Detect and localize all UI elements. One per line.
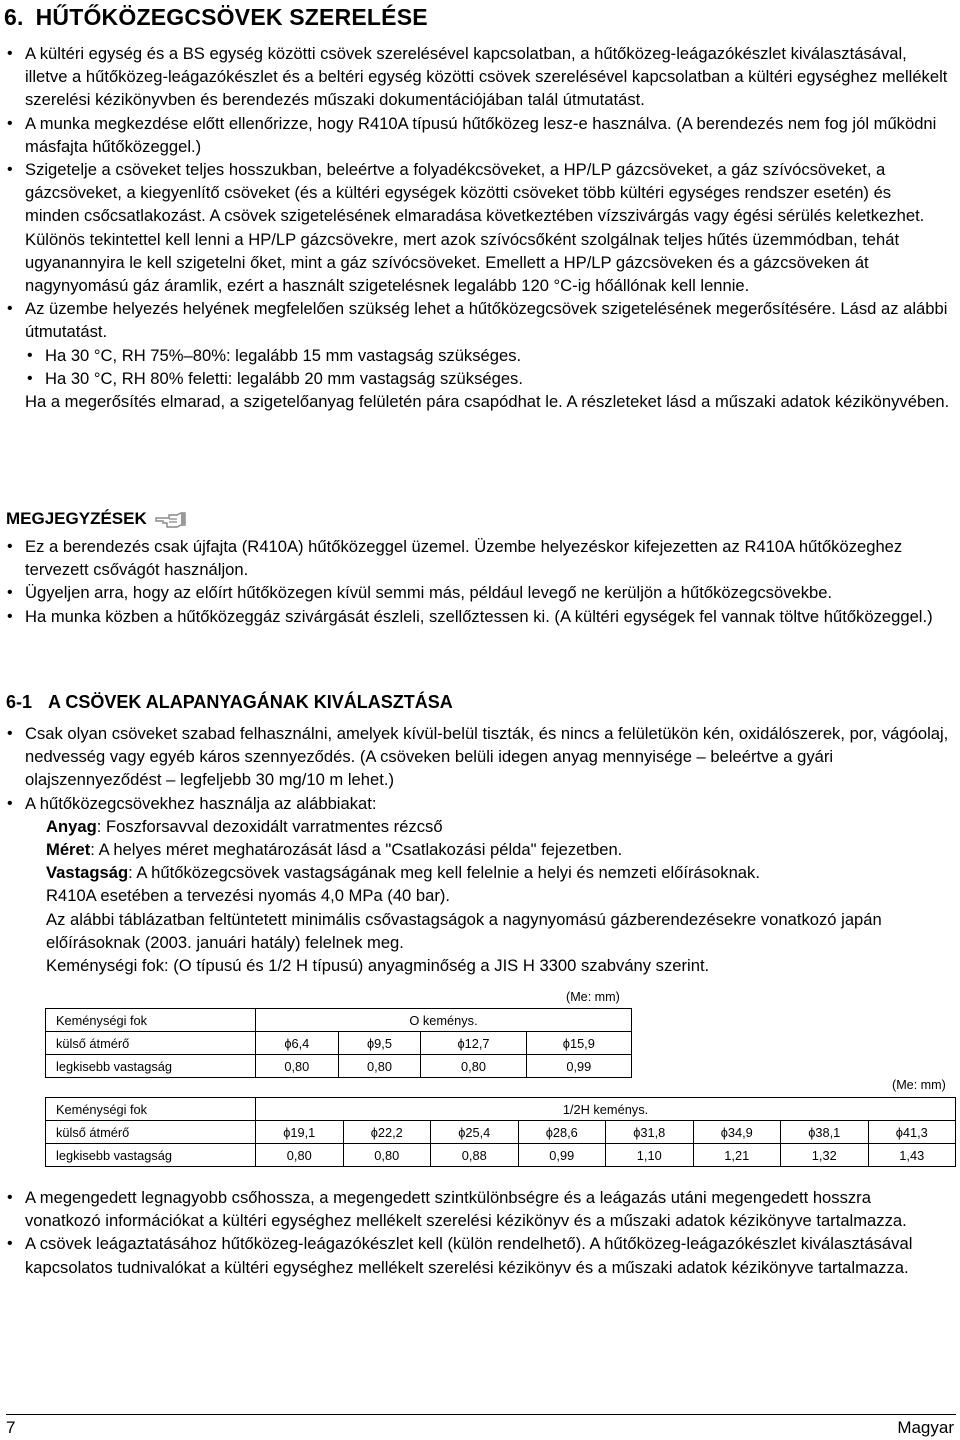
paragraph: Az alábbi táblázatban feltüntetett minimális csővastagságok a nagynyomású gázberendezésekre vonatkozó japán előírásoknak (2003. januári hatály) felelnek meg.	[46, 909, 882, 952]
table-cell: 0,99	[526, 1055, 631, 1078]
section-6-body	[6, 42, 950, 413]
footer-language: Magyar	[897, 1418, 954, 1437]
paragraph: Keménységi fok: (O típusú és 1/2 H típusú) anyagminőség a JIS H 3300 szabvány szerint.	[46, 956, 710, 976]
table-cell: 0,80	[343, 1144, 431, 1167]
thickness-text: : A hűtőközegcsövek vastagságának meg kell felelnie a helyi és nemzeti előírásoknak.	[128, 863, 760, 883]
table-cell: legkisebb vastagság	[46, 1055, 256, 1078]
paragraph: Ha a megerősítés elmarad, a szigetelőanyag felületén pára csapódhat le. A részleteket lásd a műszaki adatok kézikönyvében.	[25, 392, 950, 412]
section-6-heading	[4, 4, 428, 31]
table-cell: ϕ34,9	[693, 1121, 781, 1144]
table-cell: ϕ28,6	[518, 1121, 606, 1144]
section-6-1-body	[6, 722, 950, 977]
footer-divider	[6, 1414, 956, 1415]
table-cell: ϕ25,4	[431, 1121, 519, 1144]
note-body	[6, 535, 950, 628]
list-item: • A megengedett legnagyobb csőhossza, a megengedett szintkülönbségre és a leágazás utáni megengedett hosszra vonatkozó információkat a kültéri egységhez mellékelt szerelési kézikönyv és a műszaki adatok kézikönyve tartalmazza.	[6, 1186, 950, 1232]
list-item: • A kültéri egység és a BS egység közötti csövek szerelésével kapcsolatban, a hűtőközeg-leágazókészlet kiválasztásával, illetve a hűtőközeg-leágazókészlet és a beltéri egység közötti csövek szerelésével kapcsolatban a kültéri egységhez mellékelt szerelési kézikönyvben és berendezés műszaki dokumentációjában talál útmutatást.	[6, 42, 950, 112]
page-number: 7	[6, 1418, 16, 1437]
table-cell: 0,80	[256, 1055, 339, 1078]
section-title: HŰTŐKÖZEGCSÖVEK SZERELÉSE	[35, 4, 428, 30]
list-item: • Csak olyan csöveket szabad felhasználni, amelyek kívül-belül tiszták, és nincs a felületükön kén, oxidálószerek, por, vágóolaj, nedvesség vagy egyéb káros szennyeződés. (A csöveken belüli idegen anyag mennyisége – beleértve a gyári olajszennyeződést – legfeljebb 30 mg/10 m lehet.)	[6, 722, 950, 792]
table-cell: ϕ19,1	[256, 1121, 344, 1144]
thickness-label: Vastagság	[46, 863, 129, 883]
table-cell: 0,80	[338, 1055, 421, 1078]
table-cell: külső átmérő	[46, 1121, 256, 1144]
section-number: 6.	[4, 4, 24, 30]
size-label: Méret	[46, 840, 91, 860]
sub-list-item: • Ha 30 °C, RH 75%–80%: legalább 15 mm vastagság szükséges.	[6, 344, 950, 367]
table-cell: ϕ12,7	[421, 1032, 526, 1055]
table-cell: ϕ38,1	[781, 1121, 869, 1144]
material-text: : Foszforsavval dezoxidált varratmentes rézcső	[96, 816, 443, 836]
table-cell: legkisebb vastagság	[46, 1144, 256, 1167]
thickness-line	[6, 861, 950, 884]
table-cell: 0,80	[421, 1055, 526, 1078]
pointing-hand-icon	[155, 509, 189, 529]
table-cell: ϕ31,8	[606, 1121, 694, 1144]
table-cell: O keménys.	[256, 1009, 632, 1032]
table-cell: 0,80	[256, 1144, 344, 1167]
table-cell: 1,21	[693, 1144, 781, 1167]
table2	[45, 1097, 956, 1167]
table-cell: ϕ41,3	[868, 1121, 956, 1144]
list-item: • A hűtőközegcsövekhez használja az alábbiakat:	[6, 792, 950, 815]
table-cell: ϕ9,5	[338, 1032, 421, 1055]
table-cell: 1,32	[781, 1144, 869, 1167]
list-item: • Ha munka közben a hűtőközeggáz szivárgását észleli, szellőztessen ki. (A kültéri egységek fel vannak töltve hűtőközeggel.)	[6, 605, 950, 628]
list-item: • Ez a berendezés csak újfajta (R410A) hűtőközeggel üzemel. Üzembe helyezéskor kifejezetten az R410A hűtőközeghez tervezett csővágót használjon.	[6, 535, 950, 581]
table-row	[46, 1098, 956, 1121]
table-cell: ϕ15,9	[526, 1032, 631, 1055]
table-cell: 1,10	[606, 1144, 694, 1167]
material-label: Anyag	[46, 816, 97, 836]
size-text: : A helyes méret meghatározását lásd a "Csatlakozási példa" fejezetben.	[90, 840, 623, 860]
note-heading	[6, 509, 189, 529]
table-row	[46, 1009, 632, 1032]
list-item: • Az üzembe helyezés helyének megfelelően szükség lehet a hűtőközegcsövek szigetelésének megerősítésére. Lásd az alábbi útmutatást.	[6, 297, 950, 343]
table-cell: ϕ6,4	[256, 1032, 339, 1055]
size-line	[6, 838, 950, 861]
material-line	[6, 815, 950, 838]
table-cell: 1,43	[868, 1144, 956, 1167]
table-cell: 1/2H keménys.	[256, 1098, 956, 1121]
list-item: • A munka megkezdése előtt ellenőrizze, hogy R410A típusú hűtőközeg lesz-e használva. (A berendezés nem fog jól működni másfajta hűtőközeggel.)	[6, 112, 950, 158]
section-number: 6-1	[6, 692, 33, 712]
table-cell: Keménységi fok	[46, 1009, 256, 1032]
paragraph: R410A esetében a tervezési nyomás 4,0 MPa (40 bar).	[46, 886, 451, 906]
table-cell: külső átmérő	[46, 1032, 256, 1055]
table1-unit: (Me: mm)	[566, 990, 620, 1004]
table-cell: ϕ22,2	[343, 1121, 431, 1144]
list-item: • Szigetelje a csöveket teljes hosszukban, beleértve a folyadékcsöveket, a HP/LP gázcsöveket, a gáz szívócsöveket, a gázcsöveket, a kiegyenlítő csöveket (és a kültéri egységek közötti csöveket több kültéri egységes rendszer esetén) és minden csőcsatlakozást. A csövek szigetelésének elmaradása következtében vízszivárgás vagy égési sérülés keletkezhet. Különös tekintettel kell lenni a HP/LP gázcsövekre, mert azok szívócsőként szolgálnak teljes hűtés üzemmódban, tehát ugyanannyira le kell szigetelni őket, mint a gáz szívócsöveket. Emellett a HP/LP gázcsöveken és a gázcsöveken át nagynyomású gáz áramlik, ezért a használt szigetelésnek legalább 120 °C-ig hőállónak kell lennie.	[6, 158, 950, 297]
table2-unit: (Me: mm)	[892, 1078, 946, 1092]
list-item: • Ügyeljen arra, hogy az előírt hűtőközegen kívül semmi más, például levegő ne kerüljön a hűtőközegcsövekbe.	[6, 581, 950, 604]
table-row	[46, 1055, 632, 1078]
table-row	[46, 1032, 632, 1055]
table-cell: Keménységi fok	[46, 1098, 256, 1121]
table-cell: 0,99	[518, 1144, 606, 1167]
section-6-1-heading	[6, 692, 453, 713]
table-cell: 0,88	[431, 1144, 519, 1167]
note-title: MEGJEGYZÉSEK	[6, 509, 147, 528]
section-title: A CSÖVEK ALAPANYAGÁNAK KIVÁLASZTÁSA	[48, 692, 453, 712]
table-row	[46, 1121, 956, 1144]
final-list	[6, 1186, 950, 1279]
sub-list-item: • Ha 30 °C, RH 80% feletti: legalább 20 mm vastagság szükséges.	[6, 367, 950, 390]
list-item: • A csövek leágaztatásához hűtőközeg-leágazókészlet kell (külön rendelhető). A hűtőközeg-leágazókészlet kiválasztásával kapcsolatos tudnivalókat a kültéri egységhez mellékelt szerelési kézikönyv és a műszaki adatok kézikönyve tartalmazza.	[6, 1232, 950, 1278]
table-row	[46, 1144, 956, 1167]
table1	[45, 1008, 632, 1078]
